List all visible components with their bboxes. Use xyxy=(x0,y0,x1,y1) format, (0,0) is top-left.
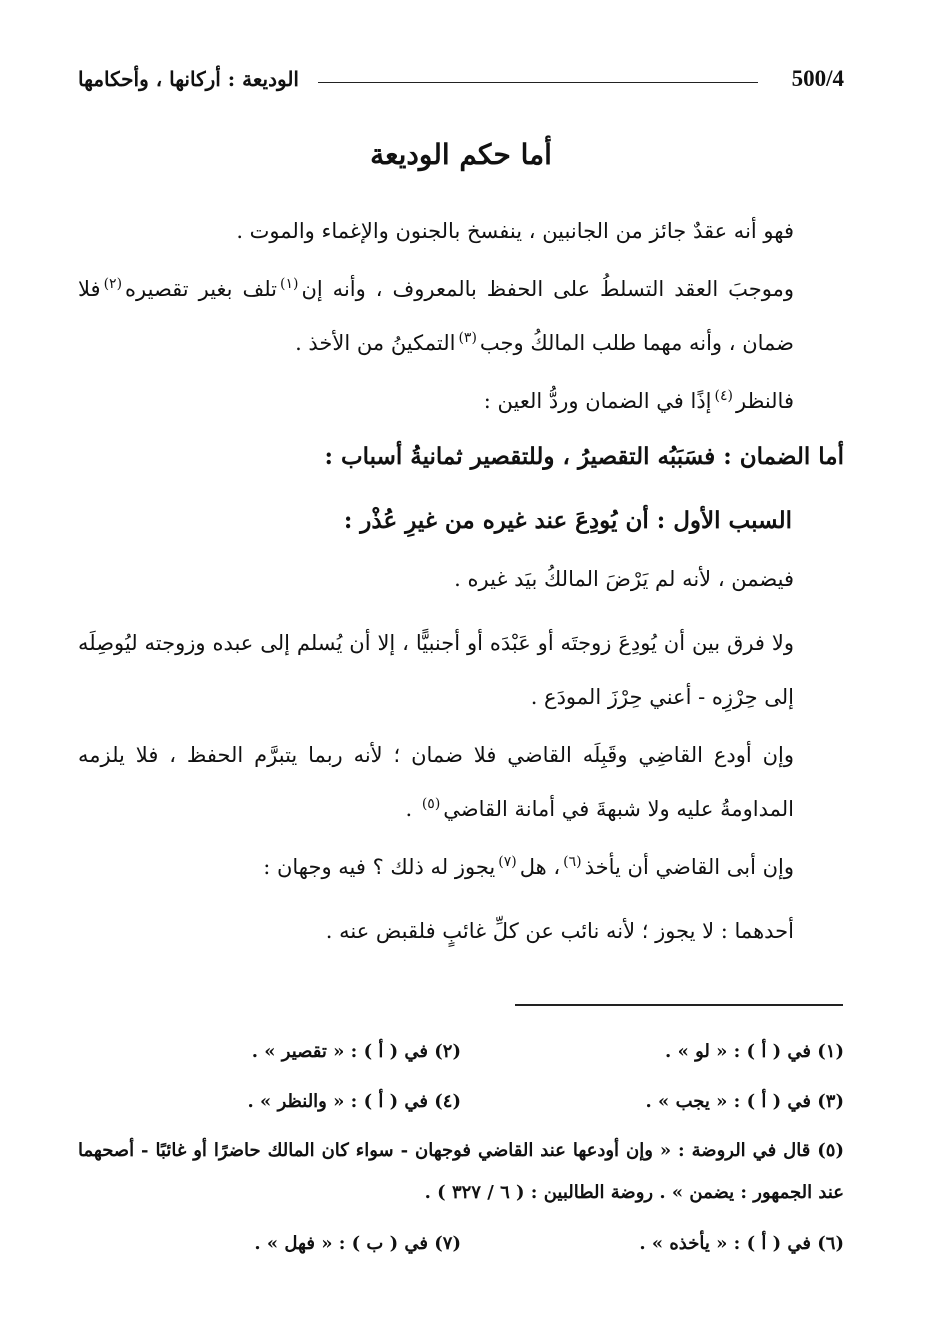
footnote-mark-5: (٥) xyxy=(421,796,441,812)
paragraph-7 xyxy=(78,840,844,894)
paragraph-8: أحدهما : لا يجوز ؛ لأنه نائب عن كلِّ غائبٍ فلقبض عنه . xyxy=(325,919,794,943)
paragraph-4: فيضمن ، لأنه لم يَرْضَ المالكُ بيَد غيره . xyxy=(454,567,794,591)
paragraph-7-part-b: ، هل xyxy=(519,855,561,879)
paragraph-1: فهو أنه عقدٌ جائز من الجانبين ، ينفسخ بالجنون والإغماء والموت . xyxy=(236,219,794,243)
footnote-2: (٢) في ( أ ) : « تقصير » . xyxy=(251,1041,461,1062)
footnote-7: (٧) في ( ب ) : « فهل » . xyxy=(254,1233,461,1254)
footnote-3: (٣) في ( أ ) : « يجب » . xyxy=(645,1091,844,1112)
footnote-row-1 xyxy=(78,1032,844,1072)
paragraph-5: ولا فرق بين أن يُودِعَ زوجتَه أو عَبْدَه أو أجنبيًّا ، إلا أن يُسلم إلى عبده وزوجته ليُوصِلَه إلى حِرْزِه - أعني حِرْزَ المودَع . xyxy=(78,631,794,709)
header-rule xyxy=(318,82,758,83)
paragraph-6: وإن أودع القاضِي وقَبِلَه القاضي فلا ضمان ؛ لأنه ربما يتبرَّم الحفظ ، فلا يلزمه المداومةُ عليه ولا شبهةَ في أمانة القاضي$^{(٥)}$ . xyxy=(78,743,794,821)
footnote-6: (٦) في ( أ ) : « يأخذه » . xyxy=(639,1233,844,1254)
footnote-separator xyxy=(515,1004,843,1006)
paragraph-2-part-a: وموجبَ العقد التسلطُ على الحفظ بالمعروف ، وأنه إن xyxy=(301,277,795,301)
paragraph-2 xyxy=(78,262,844,370)
footnote-mark-1: (١) xyxy=(280,276,299,292)
paragraph-2-part-b: تلف بغير تقصيره xyxy=(125,277,277,301)
footnote-1: (١) في ( أ ) : « لو » . xyxy=(665,1041,844,1062)
footnote-row-2 xyxy=(78,1082,844,1122)
chapter-title: الوديعة : أركانها ، وأحكامها xyxy=(78,67,299,91)
paragraph-2-part-d: التمكينُ من الأخذ . xyxy=(295,331,456,355)
paragraph-3-part-b: إذًا في الضمان وردُّ العين : xyxy=(483,389,712,413)
footnote-row-3 xyxy=(78,1224,844,1264)
paragraph-2-part-c: فلا ضمان ، وأنه مهما طلب المالكُ وجب xyxy=(78,277,794,355)
section-title: أما حكم الوديعة xyxy=(370,138,552,171)
footnote-mark-6: (٦) xyxy=(563,854,582,870)
heading-first-cause: السبب الأول : أن يُودِعَ عند غيره من غيرِ عُذْر : xyxy=(343,507,792,534)
paragraph-7-part-a: وإن أبى القاضي أن يأخذ xyxy=(584,855,794,879)
footnote-4: (٤) في ( أ ) : « والنظر » . xyxy=(247,1091,461,1112)
footnote-mark-7: (٧) xyxy=(498,854,517,870)
footnote-mark-4: (٤) xyxy=(714,388,733,404)
footnote-mark-2: (٢) xyxy=(103,276,123,292)
paragraph-6-part-a: وإن أودع القاضِي وقَبِلَه القاضي فلا ضمان ؛ لأنه ربما يتبرَّم الحفظ ، فلا يلزمه المداومةُ عليه ولا شبهةَ في أمانة القاضي xyxy=(78,743,794,821)
footnote-mark-3: (٣) xyxy=(458,330,477,346)
heading-daman: أما الضمان : فسَبَبُه التقصيرُ ، وللتقصير ثمانيةُ أسباب : xyxy=(324,443,844,470)
page-number: 500/4 xyxy=(791,66,844,91)
paragraph-7-part-c: يجوز له ذلك ؟ فيه وجهان : xyxy=(263,855,496,879)
running-header xyxy=(78,62,844,102)
paragraph-3 xyxy=(78,374,844,428)
paragraph-3-part-a: فالنظر xyxy=(736,389,794,413)
footnote-5: (٥) قال في الروضة : « وإن أودعها عند القاضي فوجهان - سواء كان المالك حاضرًا أو غائبًا - أصحهما عند الجمهور : يضمن » . روضة الطالبين : ( ٦ / ٣٢٧ ) . xyxy=(78,1140,844,1203)
